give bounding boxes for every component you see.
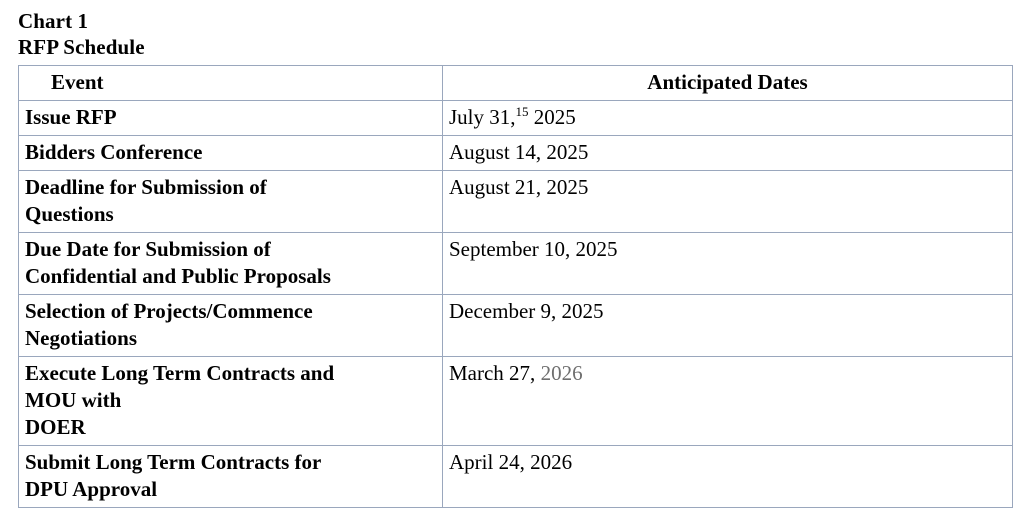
date-cell: August 14, 2025 bbox=[443, 136, 1013, 171]
event-line: MOU with bbox=[25, 388, 122, 412]
column-header-dates: Anticipated Dates bbox=[443, 66, 1013, 101]
page-title: RFP Schedule bbox=[18, 35, 145, 59]
date-text: March 27, bbox=[449, 361, 536, 385]
date-cell: August 21, 2025 bbox=[443, 171, 1013, 233]
event-line: Questions bbox=[25, 202, 114, 226]
event-cell: Issue RFP bbox=[19, 101, 443, 136]
date-cell: September 10, 2025 bbox=[443, 233, 1013, 295]
footnote-marker: 15 bbox=[515, 104, 529, 119]
date-year: 2025 bbox=[533, 105, 576, 129]
table-row bbox=[19, 446, 1013, 508]
date-text: July 31, bbox=[449, 105, 516, 129]
table-header-row bbox=[19, 66, 1013, 101]
table-row bbox=[19, 295, 1013, 357]
table-row bbox=[19, 357, 1013, 446]
date-cell: April 24, 2026 bbox=[443, 446, 1013, 508]
chart-label: Chart 1 bbox=[18, 9, 89, 33]
date-cell: December 9, 2025 bbox=[443, 295, 1013, 357]
event-cell bbox=[19, 171, 443, 233]
event-cell: Bidders Conference bbox=[19, 136, 443, 171]
date-cell bbox=[443, 357, 1013, 446]
date-year: 2026 bbox=[540, 361, 583, 385]
table-row bbox=[19, 171, 1013, 233]
event-line: Submit Long Term Contracts for bbox=[25, 450, 322, 474]
column-header-event: Event bbox=[19, 66, 443, 101]
event-line: Due Date for Submission of bbox=[25, 237, 271, 261]
event-line: DPU Approval bbox=[25, 477, 158, 501]
rfp-schedule-table bbox=[18, 65, 1013, 508]
event-line: Deadline for Submission of bbox=[25, 175, 267, 199]
event-line: DOER bbox=[25, 415, 86, 439]
event-cell bbox=[19, 233, 443, 295]
table-row bbox=[19, 136, 1013, 171]
event-line: Execute Long Term Contracts and bbox=[25, 361, 335, 385]
event-cell bbox=[19, 446, 443, 508]
event-cell bbox=[19, 295, 443, 357]
event-line: Negotiations bbox=[25, 326, 137, 350]
event-line: Confidential and Public Proposals bbox=[25, 264, 331, 288]
table-row bbox=[19, 101, 1013, 136]
event-cell bbox=[19, 357, 443, 446]
date-cell bbox=[443, 101, 1013, 136]
table-row bbox=[19, 233, 1013, 295]
event-line: Selection of Projects/Commence bbox=[25, 299, 313, 323]
